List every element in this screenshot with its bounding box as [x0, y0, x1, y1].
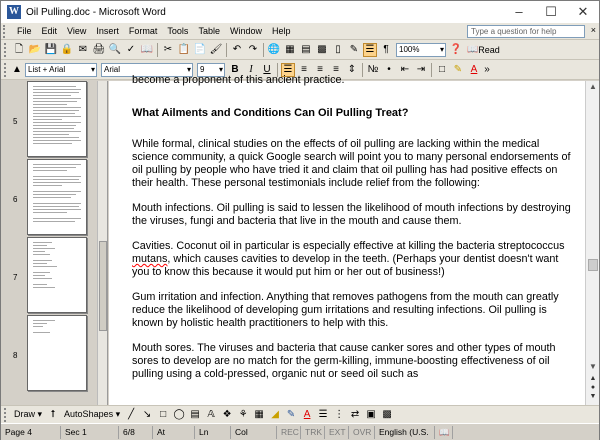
- tables-borders-icon[interactable]: ▦: [285, 43, 295, 55]
- menu-insert[interactable]: Insert: [96, 25, 119, 36]
- thumbnail-page-6[interactable]: [1, 159, 97, 239]
- thumbnail-page-8[interactable]: [1, 315, 97, 395]
- align-right-icon[interactable]: ≡: [317, 63, 323, 75]
- italic-icon[interactable]: I: [249, 63, 253, 75]
- document-paragraph: Mouth sores. The viruses and bacteria that cause canker sores and other types of mouth sores to develop are no match for the germ-killing, immune-boosting effectiveness of oil pulling using a cold-pressed, organic nut or seed oil such as: [132, 342, 556, 380]
- draw-label: Draw: [14, 409, 36, 419]
- style-select[interactable]: List + Arial ▾: [25, 63, 97, 77]
- cut-icon[interactable]: ✂: [163, 43, 173, 55]
- document-paragraph: [132, 240, 572, 279]
- separator: [263, 43, 264, 57]
- draw-font-color-icon[interactable]: A: [303, 408, 311, 420]
- menu-grip[interactable]: [3, 25, 9, 38]
- toolbar-grip[interactable]: [4, 63, 8, 77]
- draw-menu-button[interactable]: Draw ▾: [14, 409, 43, 419]
- font-size-select[interactable]: 9 ▾: [197, 63, 225, 77]
- thumbnail-image[interactable]: [27, 159, 87, 235]
- format-painter-icon[interactable]: 🖌: [209, 43, 223, 55]
- line-color-icon[interactable]: ✎: [286, 408, 296, 420]
- thumbnail-page-number: 7: [13, 273, 18, 282]
- diagram-icon[interactable]: ❖: [222, 408, 232, 420]
- show-hide-icon[interactable]: ¶: [383, 43, 389, 55]
- bold-icon[interactable]: B: [231, 63, 239, 75]
- document-paragraph: While formal, clinical studies on the effects of oil pulling are lacking within the medical science community, a quick Google search will point you to many personal endorsements of oil pulling by people who have tried it and claim that oil pulling has had positive effects on their health. These personal testimonials include relief from the following:: [132, 138, 571, 189]
- styles-pane-icon[interactable]: ▲: [12, 63, 22, 75]
- paragraph-text: , which causes cavities to develop in the teeth. (Perhaps your dentist doesn't want you to know this because it would put him or her out of business!): [132, 253, 559, 278]
- standard-toolbar: [1, 40, 599, 60]
- highlight-icon[interactable]: ✎: [453, 63, 463, 75]
- numbering-icon[interactable]: №: [367, 63, 379, 75]
- menu-edit[interactable]: Edit: [41, 25, 58, 36]
- open-folder-icon[interactable]: 📂: [28, 43, 42, 55]
- arrow-icon[interactable]: ↘: [142, 408, 152, 420]
- status-section: Sec 1: [61, 426, 119, 439]
- columns-icon[interactable]: ▯: [335, 43, 341, 55]
- toolbar-options-icon[interactable]: »: [484, 63, 490, 75]
- document-paragraph: become a proponent of this ancient practice.: [132, 74, 345, 86]
- autoshapes-label: AutoShapes: [64, 409, 114, 419]
- research-icon[interactable]: 📖: [140, 43, 154, 55]
- document-paragraph: Mouth infections. Oil pulling is said to lessen the likelihood of mouth infections by destroying the viruses, fungi and bacteria that live in the mouth and cause them.: [132, 202, 571, 227]
- wordart-icon[interactable]: 𝔸: [207, 408, 215, 420]
- separator: [157, 43, 158, 57]
- thumbnail-image[interactable]: [27, 81, 87, 157]
- status-trk[interactable]: TRK: [301, 426, 325, 439]
- document-page[interactable]: [132, 74, 572, 393]
- scroll-up-icon[interactable]: ▲: [589, 82, 597, 91]
- borders-icon[interactable]: □: [438, 63, 446, 75]
- help-icon[interactable]: ❓: [449, 43, 463, 55]
- thumbnails-scroll-thumb[interactable]: [99, 241, 107, 331]
- status-ext[interactable]: EXT: [325, 426, 349, 439]
- insert-table-icon[interactable]: ▤: [301, 43, 311, 55]
- thumbnail-page-number: 8: [13, 351, 18, 360]
- print-icon[interactable]: 🖨: [92, 43, 106, 55]
- read-icon: 📖: [467, 44, 479, 54]
- select-objects-icon[interactable]: ⭡: [50, 408, 56, 420]
- menu-tools[interactable]: Tools: [167, 25, 189, 36]
- vertical-scrollbar[interactable]: [585, 81, 599, 405]
- word-app-icon: W: [9, 6, 19, 17]
- scroll-down-icon[interactable]: ▼: [589, 362, 597, 371]
- decrease-indent-icon[interactable]: ⇤: [400, 63, 410, 75]
- thumbnails-pane: [1, 81, 108, 405]
- line-spacing-icon[interactable]: ⇕: [347, 63, 357, 75]
- copy-icon[interactable]: 📋: [177, 43, 191, 55]
- menu-file[interactable]: File: [17, 25, 32, 36]
- menu-table[interactable]: Table: [198, 25, 220, 36]
- zoom-select[interactable]: 100% ▾: [396, 43, 446, 57]
- close-document-icon[interactable]: ×: [590, 25, 596, 35]
- toolbar-grip[interactable]: [4, 408, 8, 422]
- document-area[interactable]: [109, 74, 585, 405]
- caption-buttons: [503, 1, 599, 23]
- drawing-toolbar: [1, 405, 599, 423]
- 3d-icon[interactable]: ▩: [382, 408, 392, 420]
- status-column: Col: [231, 426, 277, 439]
- picture-icon[interactable]: ▦: [254, 408, 264, 420]
- line-icon[interactable]: ╱: [128, 408, 135, 420]
- vertical-scroll-thumb[interactable]: [588, 259, 598, 271]
- maximize-button[interactable]: ☐: [545, 4, 557, 19]
- next-page-icon[interactable]: ▼: [589, 393, 597, 400]
- document-paragraph: Gum irritation and infection. Anything that removes pathogens from the mouth can greatly reduce the likelihood of developing gum irritations and resulting infections. Oil pulling is known by holistic health practitioners to help with this.: [132, 291, 559, 329]
- spelling-status-icon[interactable]: 📖: [435, 426, 453, 439]
- thumbnails-scrollbar[interactable]: [97, 81, 107, 405]
- paragraph-text: Cavities. Coconut oil in particular is especially effective at killing the bacteria streptococcus: [132, 240, 565, 252]
- menu-help[interactable]: Help: [271, 25, 291, 36]
- spelling-icon[interactable]: ✓: [126, 43, 136, 55]
- drawing-icon[interactable]: ✎: [349, 43, 359, 55]
- close-button[interactable]: ✕: [577, 4, 589, 19]
- read-label: Read: [478, 44, 500, 55]
- title-bar[interactable]: [1, 1, 599, 23]
- rectangle-icon[interactable]: □: [160, 408, 167, 420]
- font-color-icon[interactable]: A: [470, 63, 478, 75]
- status-language[interactable]: English (U.S.: [375, 426, 435, 439]
- redo-icon[interactable]: ↷: [248, 43, 258, 55]
- autoshapes-menu-button[interactable]: AutoShapes ▾: [64, 409, 121, 419]
- print-preview-icon[interactable]: 🔍: [108, 43, 122, 55]
- previous-page-icon[interactable]: ▲: [589, 375, 597, 382]
- paste-icon[interactable]: 📄: [193, 43, 207, 55]
- align-center-icon[interactable]: ≡: [301, 63, 307, 75]
- thumbnail-page-5[interactable]: [1, 81, 97, 161]
- underline-icon[interactable]: U: [263, 63, 271, 75]
- separator: [226, 43, 227, 57]
- hyperlink-icon[interactable]: 🌐: [267, 43, 281, 55]
- menu-bar: [1, 23, 599, 40]
- browse-object-icon[interactable]: ●: [590, 384, 596, 391]
- thumbnail-page-number: 5: [13, 117, 18, 126]
- arrow-style-icon[interactable]: ⇄: [350, 408, 360, 420]
- window-title: Oil Pulling.doc - Microsoft Word: [26, 6, 166, 18]
- minimize-button[interactable]: –: [515, 4, 523, 19]
- increase-indent-icon[interactable]: ⇥: [416, 63, 426, 75]
- menu-view[interactable]: View: [67, 25, 87, 36]
- thumbnail-image[interactable]: [27, 315, 87, 391]
- menu-window[interactable]: Window: [229, 25, 262, 36]
- thumbnail-image[interactable]: [27, 237, 87, 313]
- shadow-icon[interactable]: ▣: [366, 408, 376, 420]
- status-page: Page 4: [1, 426, 61, 439]
- bullets-icon[interactable]: •: [387, 63, 391, 75]
- status-line: Ln: [195, 426, 231, 439]
- help-search-input[interactable]: Type a question for help: [467, 25, 585, 38]
- read-button[interactable]: [464, 43, 503, 57]
- document-heading: What Ailments and Conditions Can Oil Pulling Treat?: [132, 107, 409, 119]
- document-map-icon[interactable]: ☰: [363, 43, 377, 57]
- font-select[interactable]: Arial ▾: [101, 63, 193, 77]
- status-bar: [1, 423, 599, 440]
- line-style-icon[interactable]: ☰: [318, 408, 328, 420]
- permission-icon[interactable]: 🔒: [60, 43, 74, 55]
- save-icon[interactable]: 💾: [44, 43, 58, 55]
- menu-format[interactable]: Format: [128, 25, 158, 36]
- toolbar-grip[interactable]: [4, 43, 8, 57]
- new-document-icon[interactable]: 🗋: [14, 43, 24, 55]
- status-rec[interactable]: REC: [277, 426, 301, 439]
- thumbnail-page-number: 6: [13, 195, 18, 204]
- justify-icon[interactable]: ≡: [333, 63, 339, 75]
- dash-style-icon[interactable]: ⋮: [334, 408, 345, 420]
- status-ovr[interactable]: OVR: [349, 426, 375, 439]
- status-at: At: [153, 426, 195, 439]
- status-page-count: 6/8: [119, 426, 153, 439]
- oval-icon[interactable]: ◯: [173, 408, 185, 420]
- thumbnail-page-7[interactable]: [1, 237, 97, 317]
- undo-icon[interactable]: ↶: [232, 43, 242, 55]
- email-icon[interactable]: ✉: [78, 43, 88, 55]
- clip-art-icon[interactable]: ⚘: [238, 408, 248, 420]
- spelling-error[interactable]: mutans: [132, 253, 168, 265]
- insert-excel-icon[interactable]: ▩: [317, 43, 327, 55]
- text-box-icon[interactable]: ▤: [190, 408, 200, 420]
- align-left-icon[interactable]: ☰: [281, 63, 295, 77]
- fill-color-icon[interactable]: ◢: [271, 408, 279, 420]
